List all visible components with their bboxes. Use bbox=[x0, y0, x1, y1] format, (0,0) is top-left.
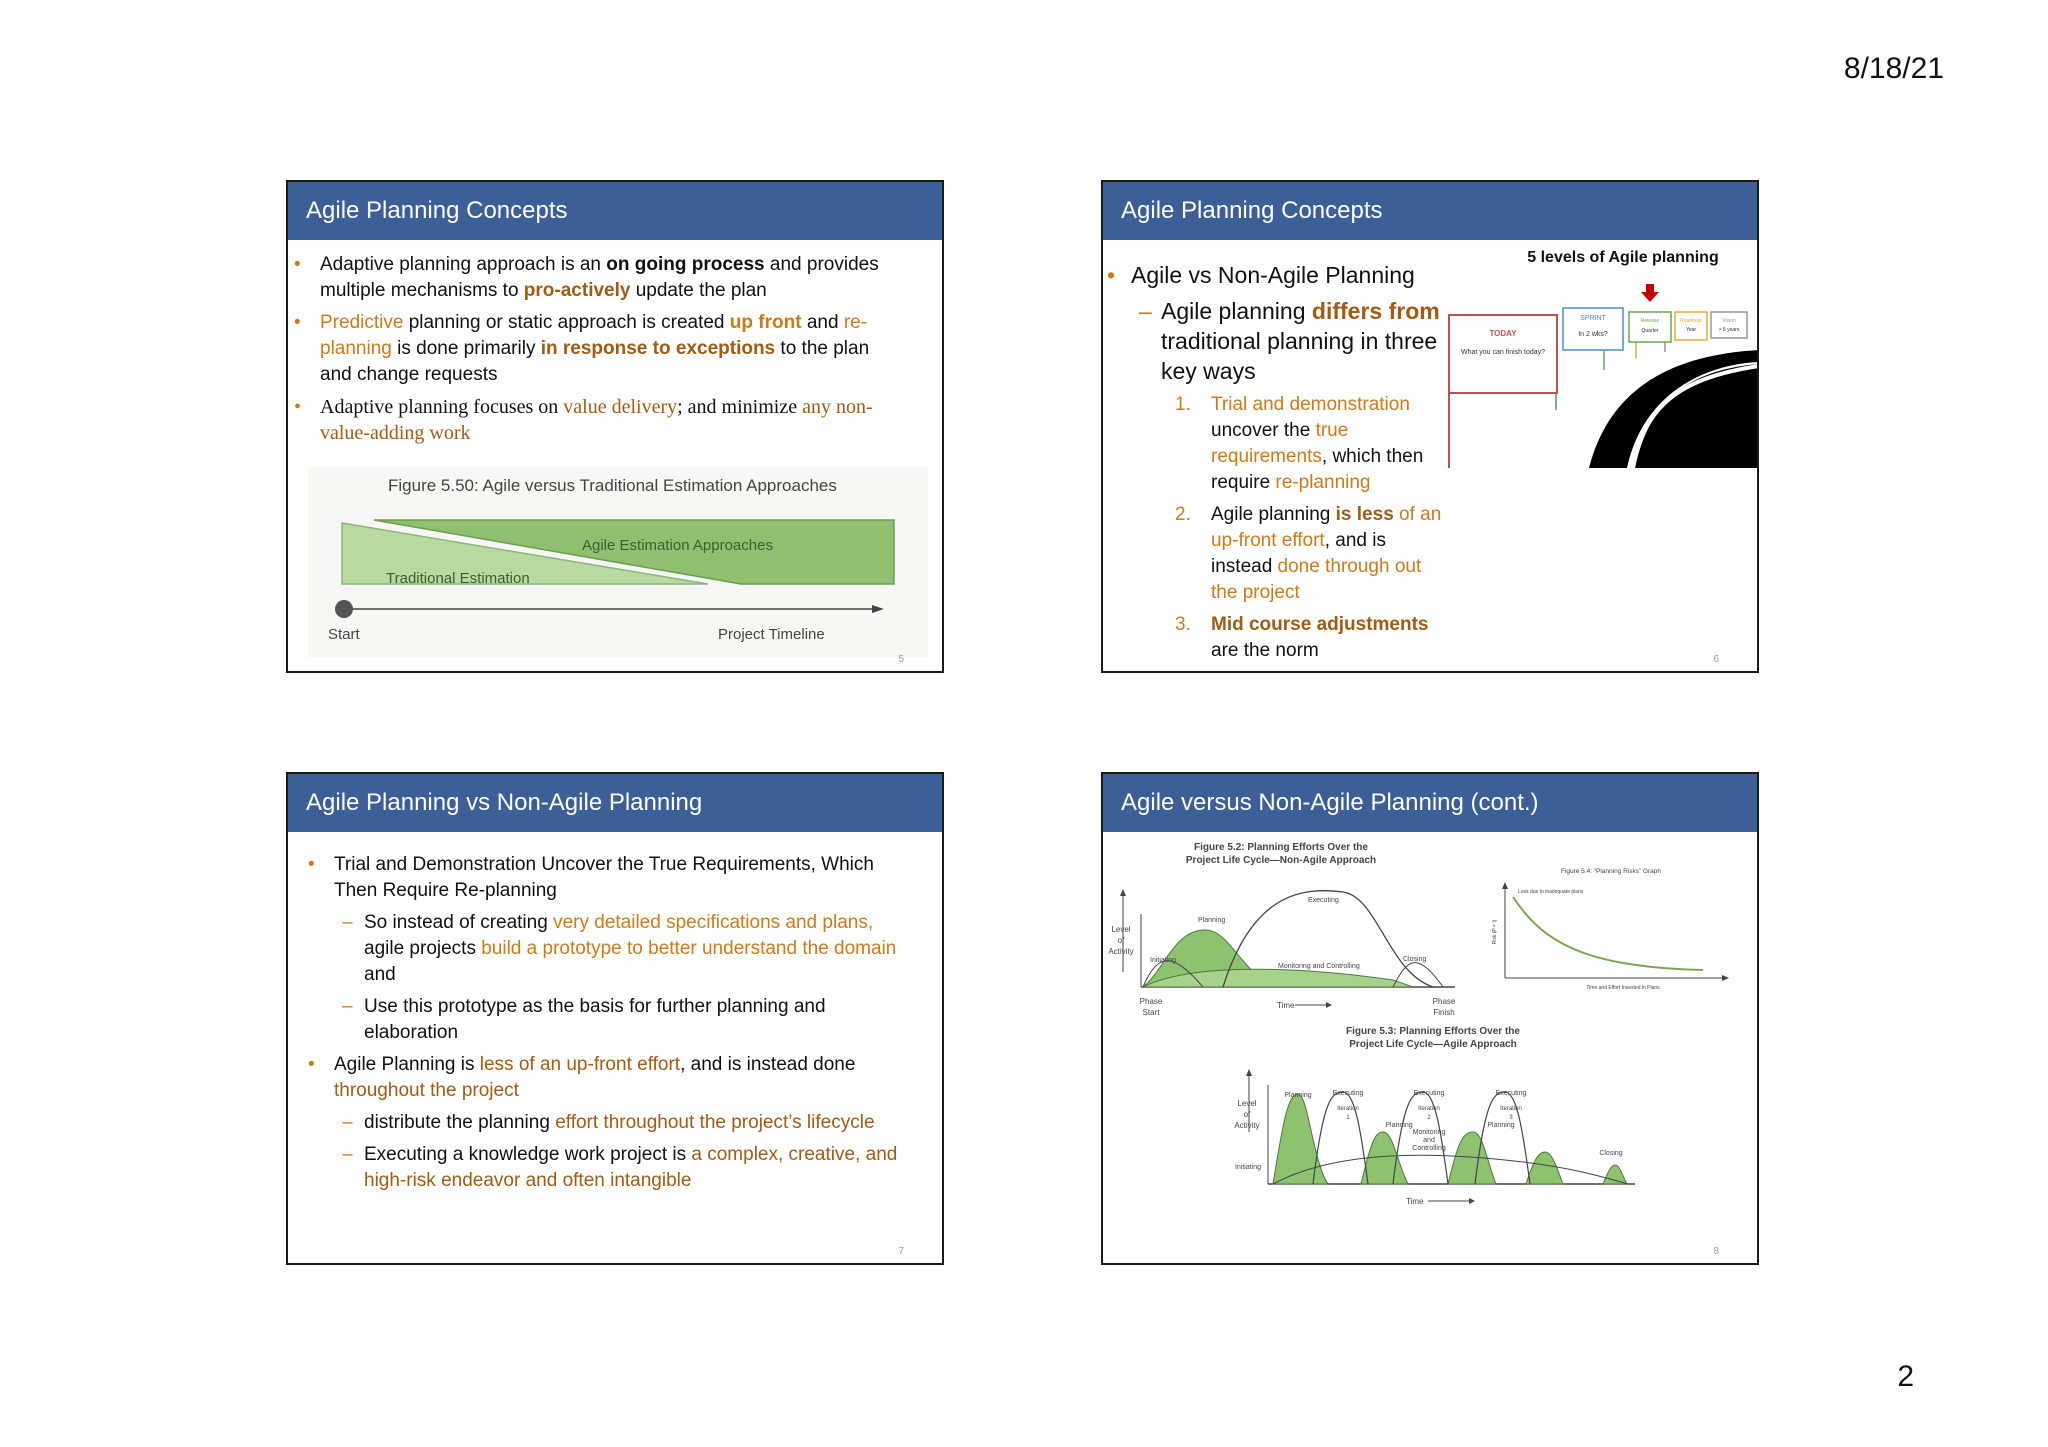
five-levels-road-diagram bbox=[1439, 240, 1759, 490]
svg-text:Activity: Activity bbox=[1234, 1121, 1260, 1130]
svg-text:Loss due to inadequate plans: Loss due to inadequate plans bbox=[1518, 889, 1584, 895]
svg-text:Figure 5.3: Planning Efforts O: Figure 5.3: Planning Efforts Over the bbox=[1346, 1026, 1520, 1037]
svg-text:Year: Year bbox=[1685, 327, 1697, 333]
svg-text:Planning: Planning bbox=[1284, 1092, 1312, 1099]
bullet-agile-vs-nonagile: • Agile vs Non-Agile Planning bbox=[1107, 262, 1415, 288]
svg-text:Roadmap: Roadmap bbox=[1680, 318, 1702, 324]
svg-text:Executing: Executing bbox=[1308, 897, 1339, 904]
estimation-figure bbox=[288, 467, 944, 667]
svg-text:In 2 wks?: In 2 wks? bbox=[1578, 331, 1608, 338]
slide-number: 7 bbox=[898, 1246, 904, 1257]
risk-curve bbox=[1513, 897, 1703, 970]
svg-text:Level: Level bbox=[1111, 925, 1131, 934]
bullet-adaptive-process: • Adaptive planning approach is an on going process and provides multiple mechanisms to pro-actively update the plan bbox=[288, 252, 902, 304]
planning-efforts-figures bbox=[1103, 832, 1757, 1263]
sub-bullet-differs: – Agile planning differs from traditional planning in three key ways bbox=[1139, 298, 1440, 384]
levels-title: 5 levels of Agile planning bbox=[1527, 249, 1719, 266]
svg-text:Figure 5.4: “Planning Risks” G: Figure 5.4: “Planning Risks” Graph bbox=[1560, 868, 1662, 875]
current-level-arrow-icon bbox=[1641, 284, 1659, 302]
svg-text:Project Life Cycle—Agile Appro: Project Life Cycle—Agile Approach bbox=[1349, 1039, 1517, 1050]
bullet-list bbox=[288, 252, 902, 446]
slide-title: Agile versus Non-Agile Planning (cont.) bbox=[1103, 774, 1757, 832]
svg-text:Time: Time bbox=[1277, 1001, 1295, 1010]
svg-text:Planning: Planning bbox=[1385, 1122, 1413, 1129]
svg-text:Start: Start bbox=[1142, 1008, 1160, 1017]
sub-bullet-use-prototype: – Use this prototype as the basis for further planning and elaboration bbox=[342, 996, 826, 1043]
slide-title: Agile Planning Concepts bbox=[288, 182, 942, 240]
svg-text:3: 3 bbox=[1509, 1115, 1513, 1121]
svg-text:Phase: Phase bbox=[1432, 997, 1456, 1006]
numbered-item-3: 3. Mid course adjustments are the norm bbox=[1175, 614, 1429, 661]
agile-vs-nonagile-content bbox=[1103, 260, 1473, 664]
svg-text:Planning: Planning bbox=[1198, 917, 1226, 924]
figure-5-3-agile bbox=[1234, 1026, 1635, 1206]
svg-text:Project Life Cycle—Non-Agile A: Project Life Cycle—Non-Agile Approach bbox=[1185, 855, 1377, 866]
svg-text:Iteration: Iteration bbox=[1337, 1106, 1359, 1112]
bullet-value-delivery: • Adaptive planning focuses on value delivery; and minimize any non-value-adding work bbox=[288, 394, 902, 446]
sign-release bbox=[1629, 312, 1671, 342]
slide-agile-planning-concepts-2 bbox=[1101, 180, 1759, 673]
svg-text:Time: Time bbox=[1406, 1197, 1424, 1206]
slide-title: Agile Planning vs Non-Agile Planning bbox=[288, 774, 942, 832]
svg-text:of: of bbox=[1117, 936, 1125, 945]
svg-text:and: and bbox=[1423, 1137, 1435, 1144]
svg-text:Executing: Executing bbox=[1332, 1090, 1364, 1097]
figure-5-4-planning-risks bbox=[1492, 868, 1729, 991]
svg-text:Monitoring and Controlling: Monitoring and Controlling bbox=[1278, 963, 1360, 970]
svg-text:Initiating: Initiating bbox=[1234, 1164, 1262, 1171]
svg-text:of: of bbox=[1243, 1110, 1251, 1119]
svg-text:Quarter: Quarter bbox=[1641, 328, 1659, 334]
agile-estimation-label: Agile Estimation Approaches bbox=[582, 537, 773, 554]
svg-text:Planning: Planning bbox=[1487, 1122, 1515, 1129]
svg-text:Vision: Vision bbox=[1722, 318, 1736, 324]
figure-title: Figure 5.50: Agile versus Traditional Estimation Approaches bbox=[388, 476, 837, 495]
svg-text:Phase: Phase bbox=[1139, 997, 1163, 1006]
traditional-estimation-label: Traditional Estimation bbox=[386, 570, 530, 587]
svg-text:What you can finish today?: What you can finish today? bbox=[1460, 349, 1546, 356]
slide-number: 8 bbox=[1713, 1246, 1719, 1257]
sub-bullet-distribute: – distribute the planning effort throughout the project’s lifecycle bbox=[342, 1112, 875, 1133]
svg-text:Iteration: Iteration bbox=[1418, 1106, 1440, 1112]
slide3-body bbox=[288, 852, 908, 1194]
numbered-item-1: 1. Trial and demonstration uncover the true requirements, which then require re-planning bbox=[1175, 394, 1424, 493]
bullet-less-upfront: • Agile Planning is less of an up-front effort, and is instead done throughout the project bbox=[308, 1054, 856, 1101]
sign-vision bbox=[1711, 312, 1747, 338]
svg-text:2: 2 bbox=[1427, 1115, 1431, 1121]
bullet-predictive: • Predictive planning or static approach is created up front and re-planning is done primarily in response to exceptions to the plan and change requests bbox=[288, 310, 902, 388]
figure-5-2-non-agile bbox=[1108, 842, 1456, 1017]
slide-number: 6 bbox=[1713, 654, 1719, 665]
svg-text:Activity: Activity bbox=[1108, 947, 1134, 956]
svg-text:Risk (P × I): Risk (P × I) bbox=[1492, 919, 1498, 945]
slide-title: Agile Planning Concepts bbox=[1103, 182, 1757, 240]
svg-text:Iteration: Iteration bbox=[1500, 1106, 1522, 1112]
svg-text:> 5 years: > 5 years bbox=[1718, 327, 1740, 333]
svg-text:1: 1 bbox=[1346, 1115, 1350, 1121]
bullet-trial-demo: • Trial and Demonstration Uncover the True Requirements, Which Then Require Re-planning bbox=[308, 854, 874, 901]
svg-text:Monitoring: Monitoring bbox=[1412, 1129, 1446, 1136]
page-number: 2 bbox=[1897, 1360, 1914, 1393]
page-date: 8/18/21 bbox=[1843, 52, 1944, 85]
svg-text:Time and Effort Invested in Pl: Time and Effort Invested in Plans bbox=[1586, 985, 1660, 991]
numbered-item-2: 2. Agile planning is less of an up-front effort, and is instead done through out the project bbox=[1175, 504, 1442, 603]
project-timeline-label: Project Timeline bbox=[718, 626, 825, 643]
slide-agile-vs-nonagile-planning bbox=[286, 772, 944, 1265]
svg-text:Executing: Executing bbox=[1495, 1090, 1527, 1097]
slide-agile-planning-concepts-1 bbox=[286, 180, 944, 673]
sub-bullet-knowledge-work: – Executing a knowledge work project is a complex, creative, and high-risk endeavor and often intangible bbox=[342, 1144, 898, 1191]
svg-text:Executing: Executing bbox=[1413, 1090, 1445, 1097]
slide-agile-vs-nonagile-cont bbox=[1101, 772, 1759, 1265]
slide-number: 5 bbox=[898, 654, 904, 665]
svg-text:Release: Release bbox=[1640, 318, 1660, 324]
sub-bullet-prototype: – So instead of creating very detailed specifications and plans, agile projects build a prototype to better understand the domain and bbox=[342, 912, 897, 985]
svg-text:TODAY: TODAY bbox=[1489, 329, 1517, 338]
svg-text:Level: Level bbox=[1237, 1099, 1257, 1108]
sign-roadmap bbox=[1675, 312, 1707, 340]
svg-text:Closing: Closing bbox=[1599, 1150, 1623, 1157]
svg-text:Initiating: Initiating bbox=[1150, 957, 1177, 964]
start-marker bbox=[335, 600, 353, 618]
svg-text:Controlling: Controlling bbox=[1412, 1145, 1446, 1152]
start-label: Start bbox=[328, 626, 360, 643]
svg-text:SPRINT: SPRINT bbox=[1580, 315, 1606, 322]
svg-text:Figure 5.2: Planning Efforts O: Figure 5.2: Planning Efforts Over the bbox=[1194, 842, 1368, 853]
svg-text:Finish: Finish bbox=[1433, 1008, 1455, 1017]
svg-text:Closing: Closing bbox=[1403, 956, 1427, 963]
